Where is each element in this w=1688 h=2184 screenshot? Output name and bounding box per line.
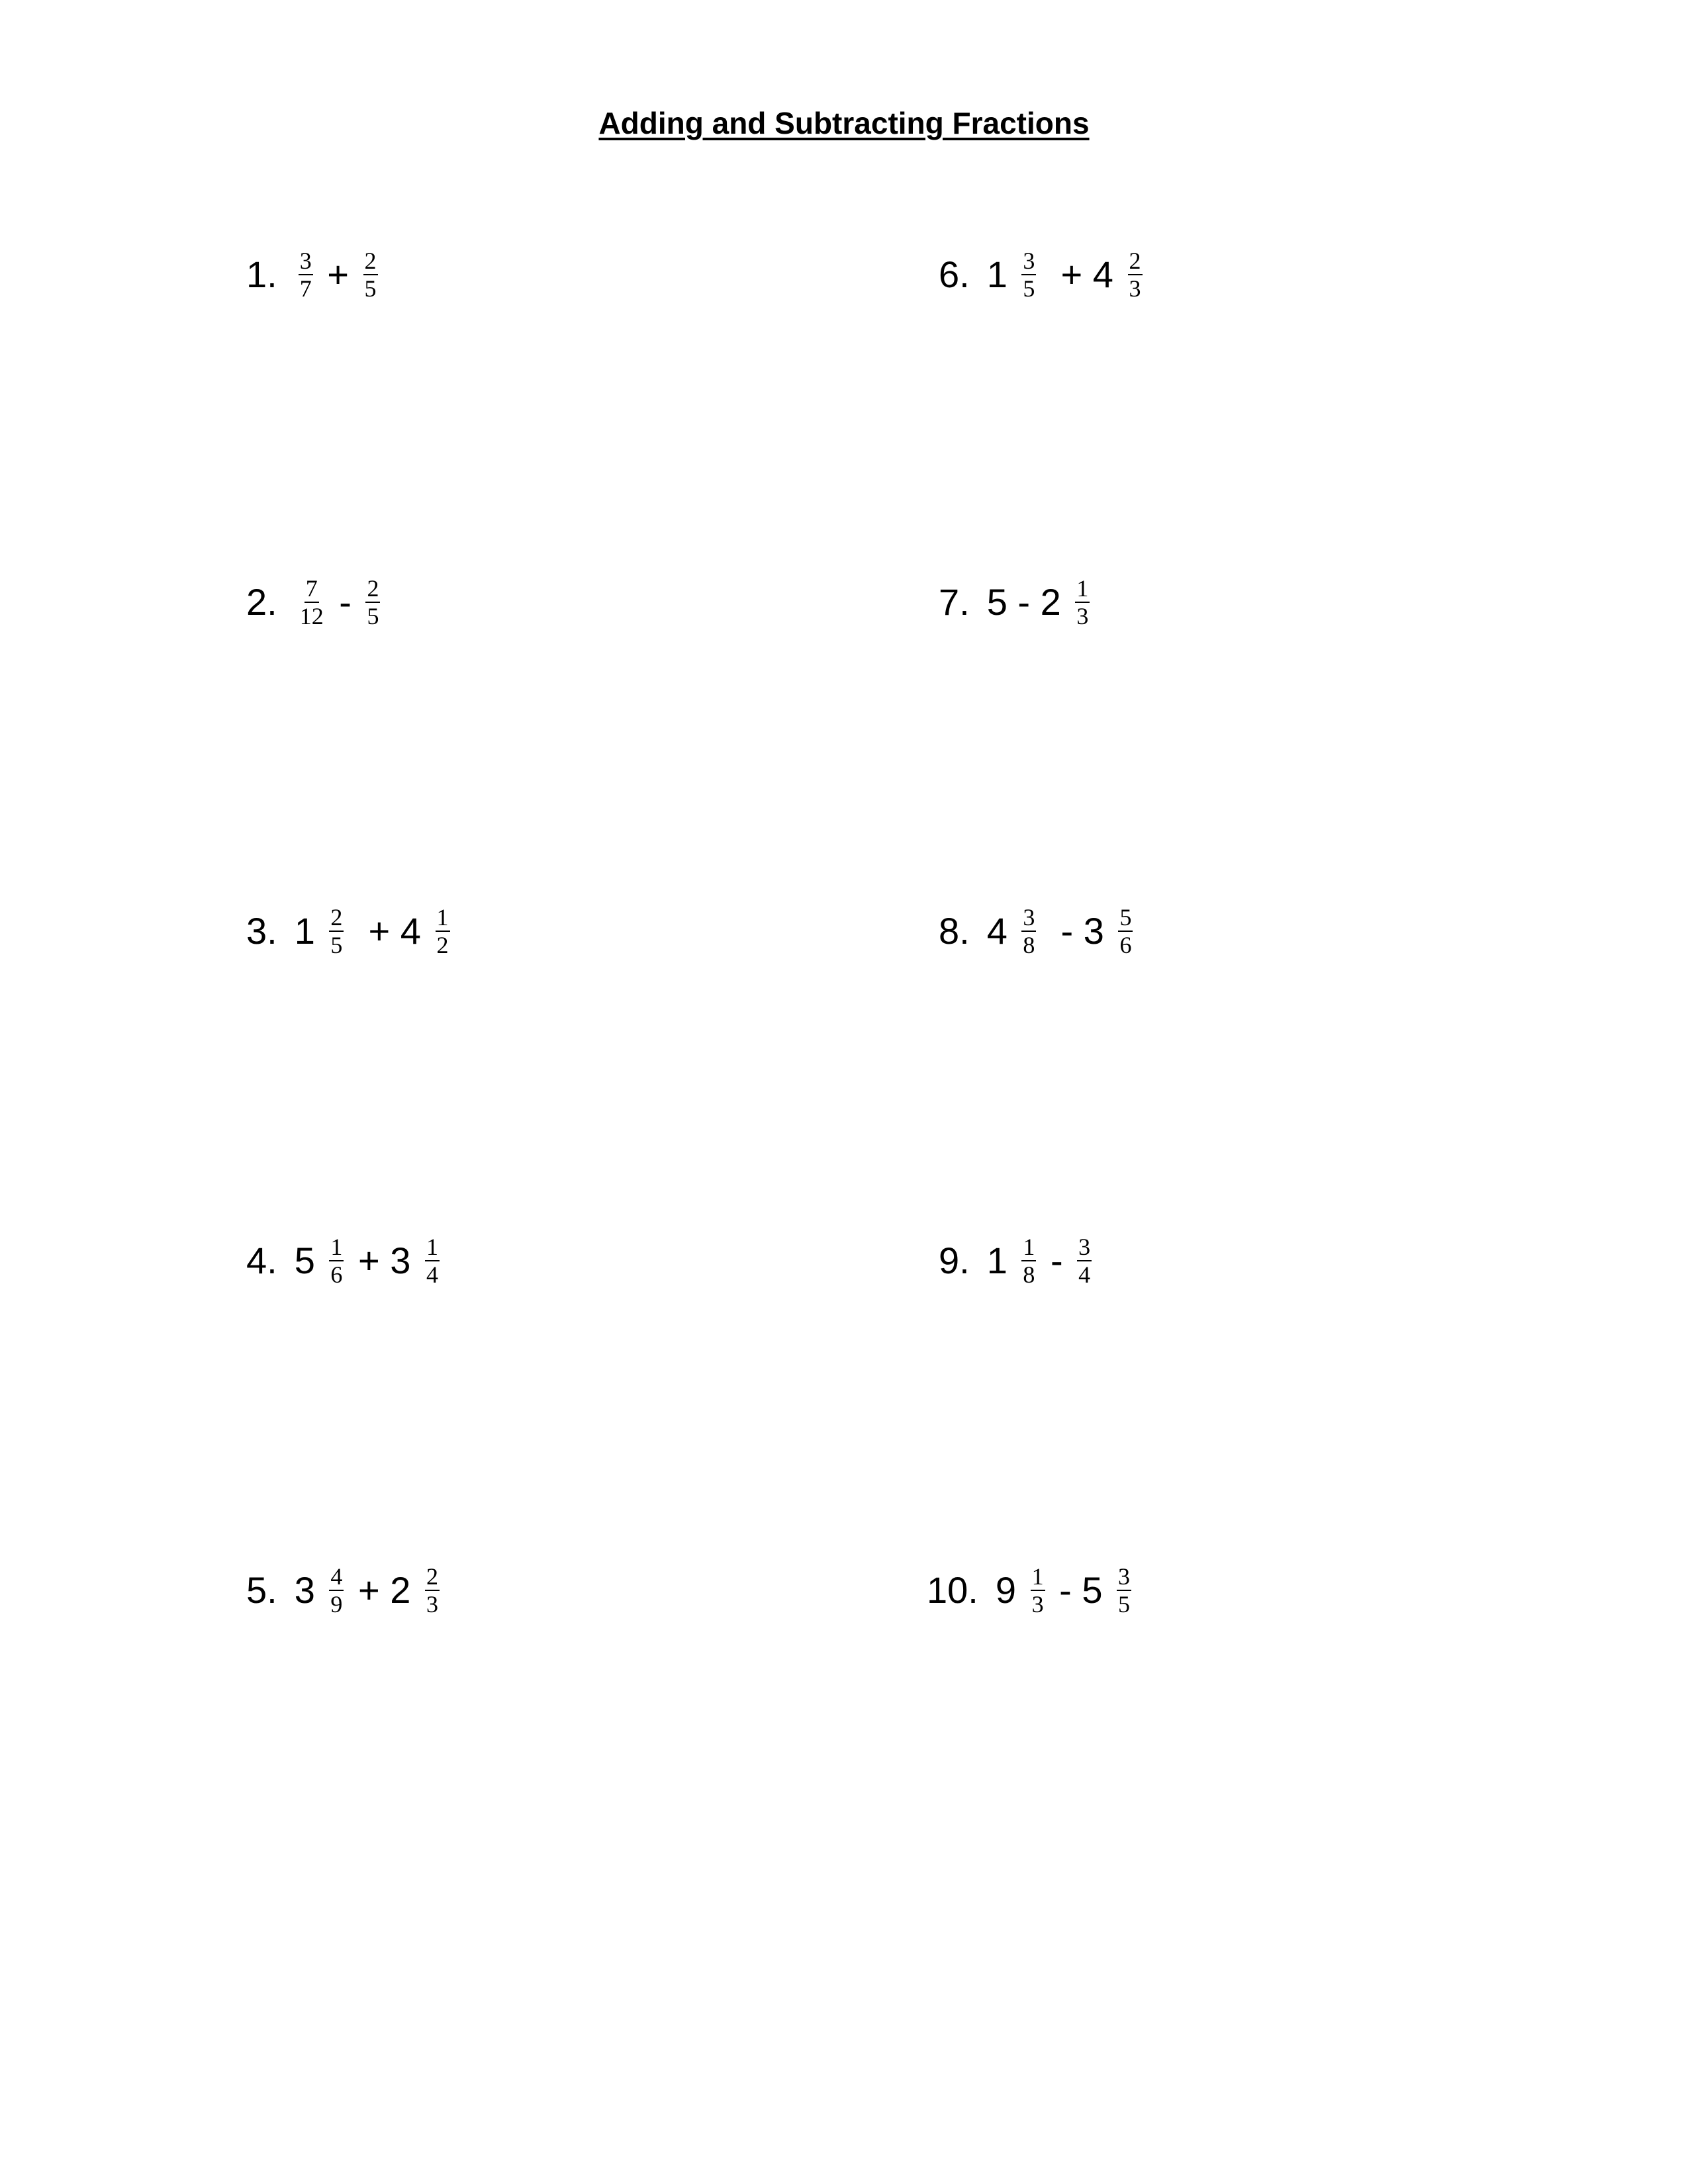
fraction [1021, 905, 1036, 957]
denominator: 5 [330, 932, 343, 958]
numerator: 1 [436, 904, 449, 931]
expression-text: 5 [294, 1240, 326, 1281]
problem-number: 9. [939, 1240, 970, 1281]
problem-10 [927, 1557, 1135, 1623]
numerator: 3 [1023, 904, 1035, 931]
fraction [1077, 1235, 1092, 1287]
expression-text: + 3 [348, 1240, 421, 1281]
numerator: 2 [1129, 248, 1141, 274]
problem-number: 10. [927, 1569, 978, 1611]
problem-number: 4. [246, 1240, 277, 1281]
expression-text: 9 [995, 1569, 1027, 1611]
denominator: 4 [1078, 1261, 1091, 1288]
numerator: 3 [299, 248, 312, 274]
problem-8 [939, 898, 1137, 964]
numerator: 3 [1023, 248, 1035, 274]
numerator: 1 [330, 1234, 343, 1260]
problem-number: 2. [246, 581, 277, 623]
expression-text: 3 [294, 1569, 326, 1611]
problem-number: 8. [939, 910, 970, 952]
denominator: 6 [330, 1261, 343, 1288]
expression-text: 1 [986, 253, 1018, 295]
problem-2 [246, 569, 384, 635]
fraction [1118, 905, 1133, 957]
fraction [425, 1565, 440, 1616]
fraction [1128, 249, 1143, 300]
denominator: 3 [426, 1591, 438, 1617]
numerator: 3 [1118, 1563, 1131, 1590]
expression-text: + [316, 253, 359, 295]
fraction [1117, 1565, 1131, 1616]
problem-4 [246, 1228, 444, 1294]
expression-text: + 2 [348, 1569, 421, 1611]
problem-number: 6. [939, 253, 970, 295]
expression-text: - [1040, 1240, 1074, 1281]
fraction [329, 905, 344, 957]
fraction [1021, 1235, 1036, 1287]
expression-text: - 5 [1049, 1569, 1113, 1611]
denominator: 5 [1118, 1591, 1131, 1617]
fraction [425, 1235, 440, 1287]
denominator: 4 [426, 1261, 438, 1288]
numerator: 3 [1078, 1234, 1091, 1260]
problem-number: 1. [246, 253, 277, 295]
fraction [329, 1235, 344, 1287]
denominator: 3 [1129, 275, 1141, 302]
denominator: 9 [330, 1591, 343, 1617]
denominator: 5 [367, 603, 379, 629]
page-title: Adding and Subtracting Fractions [598, 106, 1090, 140]
numerator: 2 [364, 248, 377, 274]
expression-text: 1 [986, 1240, 1018, 1281]
denominator: 12 [299, 603, 324, 629]
problem-1 [246, 242, 382, 308]
denominator: 5 [1023, 275, 1035, 302]
expression-text: - [328, 581, 362, 623]
problem-9 [939, 1228, 1096, 1294]
denominator: 8 [1023, 932, 1035, 958]
fraction [363, 249, 378, 300]
expression-text: + 4 [348, 910, 432, 952]
problem-number: 5. [246, 1569, 277, 1611]
numerator: 5 [1119, 904, 1132, 931]
expression-text: 4 [986, 910, 1018, 952]
denominator: 3 [1031, 1591, 1044, 1617]
denominator: 2 [436, 932, 449, 958]
expression-text: 1 [294, 910, 326, 952]
problem-5 [246, 1557, 444, 1623]
problem-3 [246, 898, 454, 964]
fraction [1021, 249, 1036, 300]
fraction [299, 576, 325, 628]
denominator: 6 [1119, 932, 1132, 958]
problem-7 [939, 569, 1094, 635]
denominator: 3 [1076, 603, 1089, 629]
numerator: 2 [367, 575, 379, 602]
denominator: 5 [364, 275, 377, 302]
numerator: 1 [1023, 1234, 1035, 1260]
fraction [329, 1565, 344, 1616]
denominator: 8 [1023, 1261, 1035, 1288]
fraction [299, 249, 313, 300]
numerator: 2 [426, 1563, 438, 1590]
numerator: 1 [1076, 575, 1089, 602]
numerator: 2 [330, 904, 343, 931]
problem-number: 3. [246, 910, 277, 952]
fraction [365, 576, 380, 628]
numerator: 7 [305, 575, 318, 602]
numerator: 1 [426, 1234, 438, 1260]
fraction [1075, 576, 1090, 628]
expression-text: 5 - 2 [986, 581, 1072, 623]
problem-6 [939, 242, 1147, 308]
denominator: 7 [299, 275, 312, 302]
fraction [1031, 1565, 1045, 1616]
expression-text: + 4 [1040, 253, 1124, 295]
problem-number: 7. [939, 581, 970, 623]
numerator: 4 [330, 1563, 343, 1590]
fraction [436, 905, 450, 957]
numerator: 1 [1031, 1563, 1044, 1590]
expression-text: - 3 [1040, 910, 1115, 952]
